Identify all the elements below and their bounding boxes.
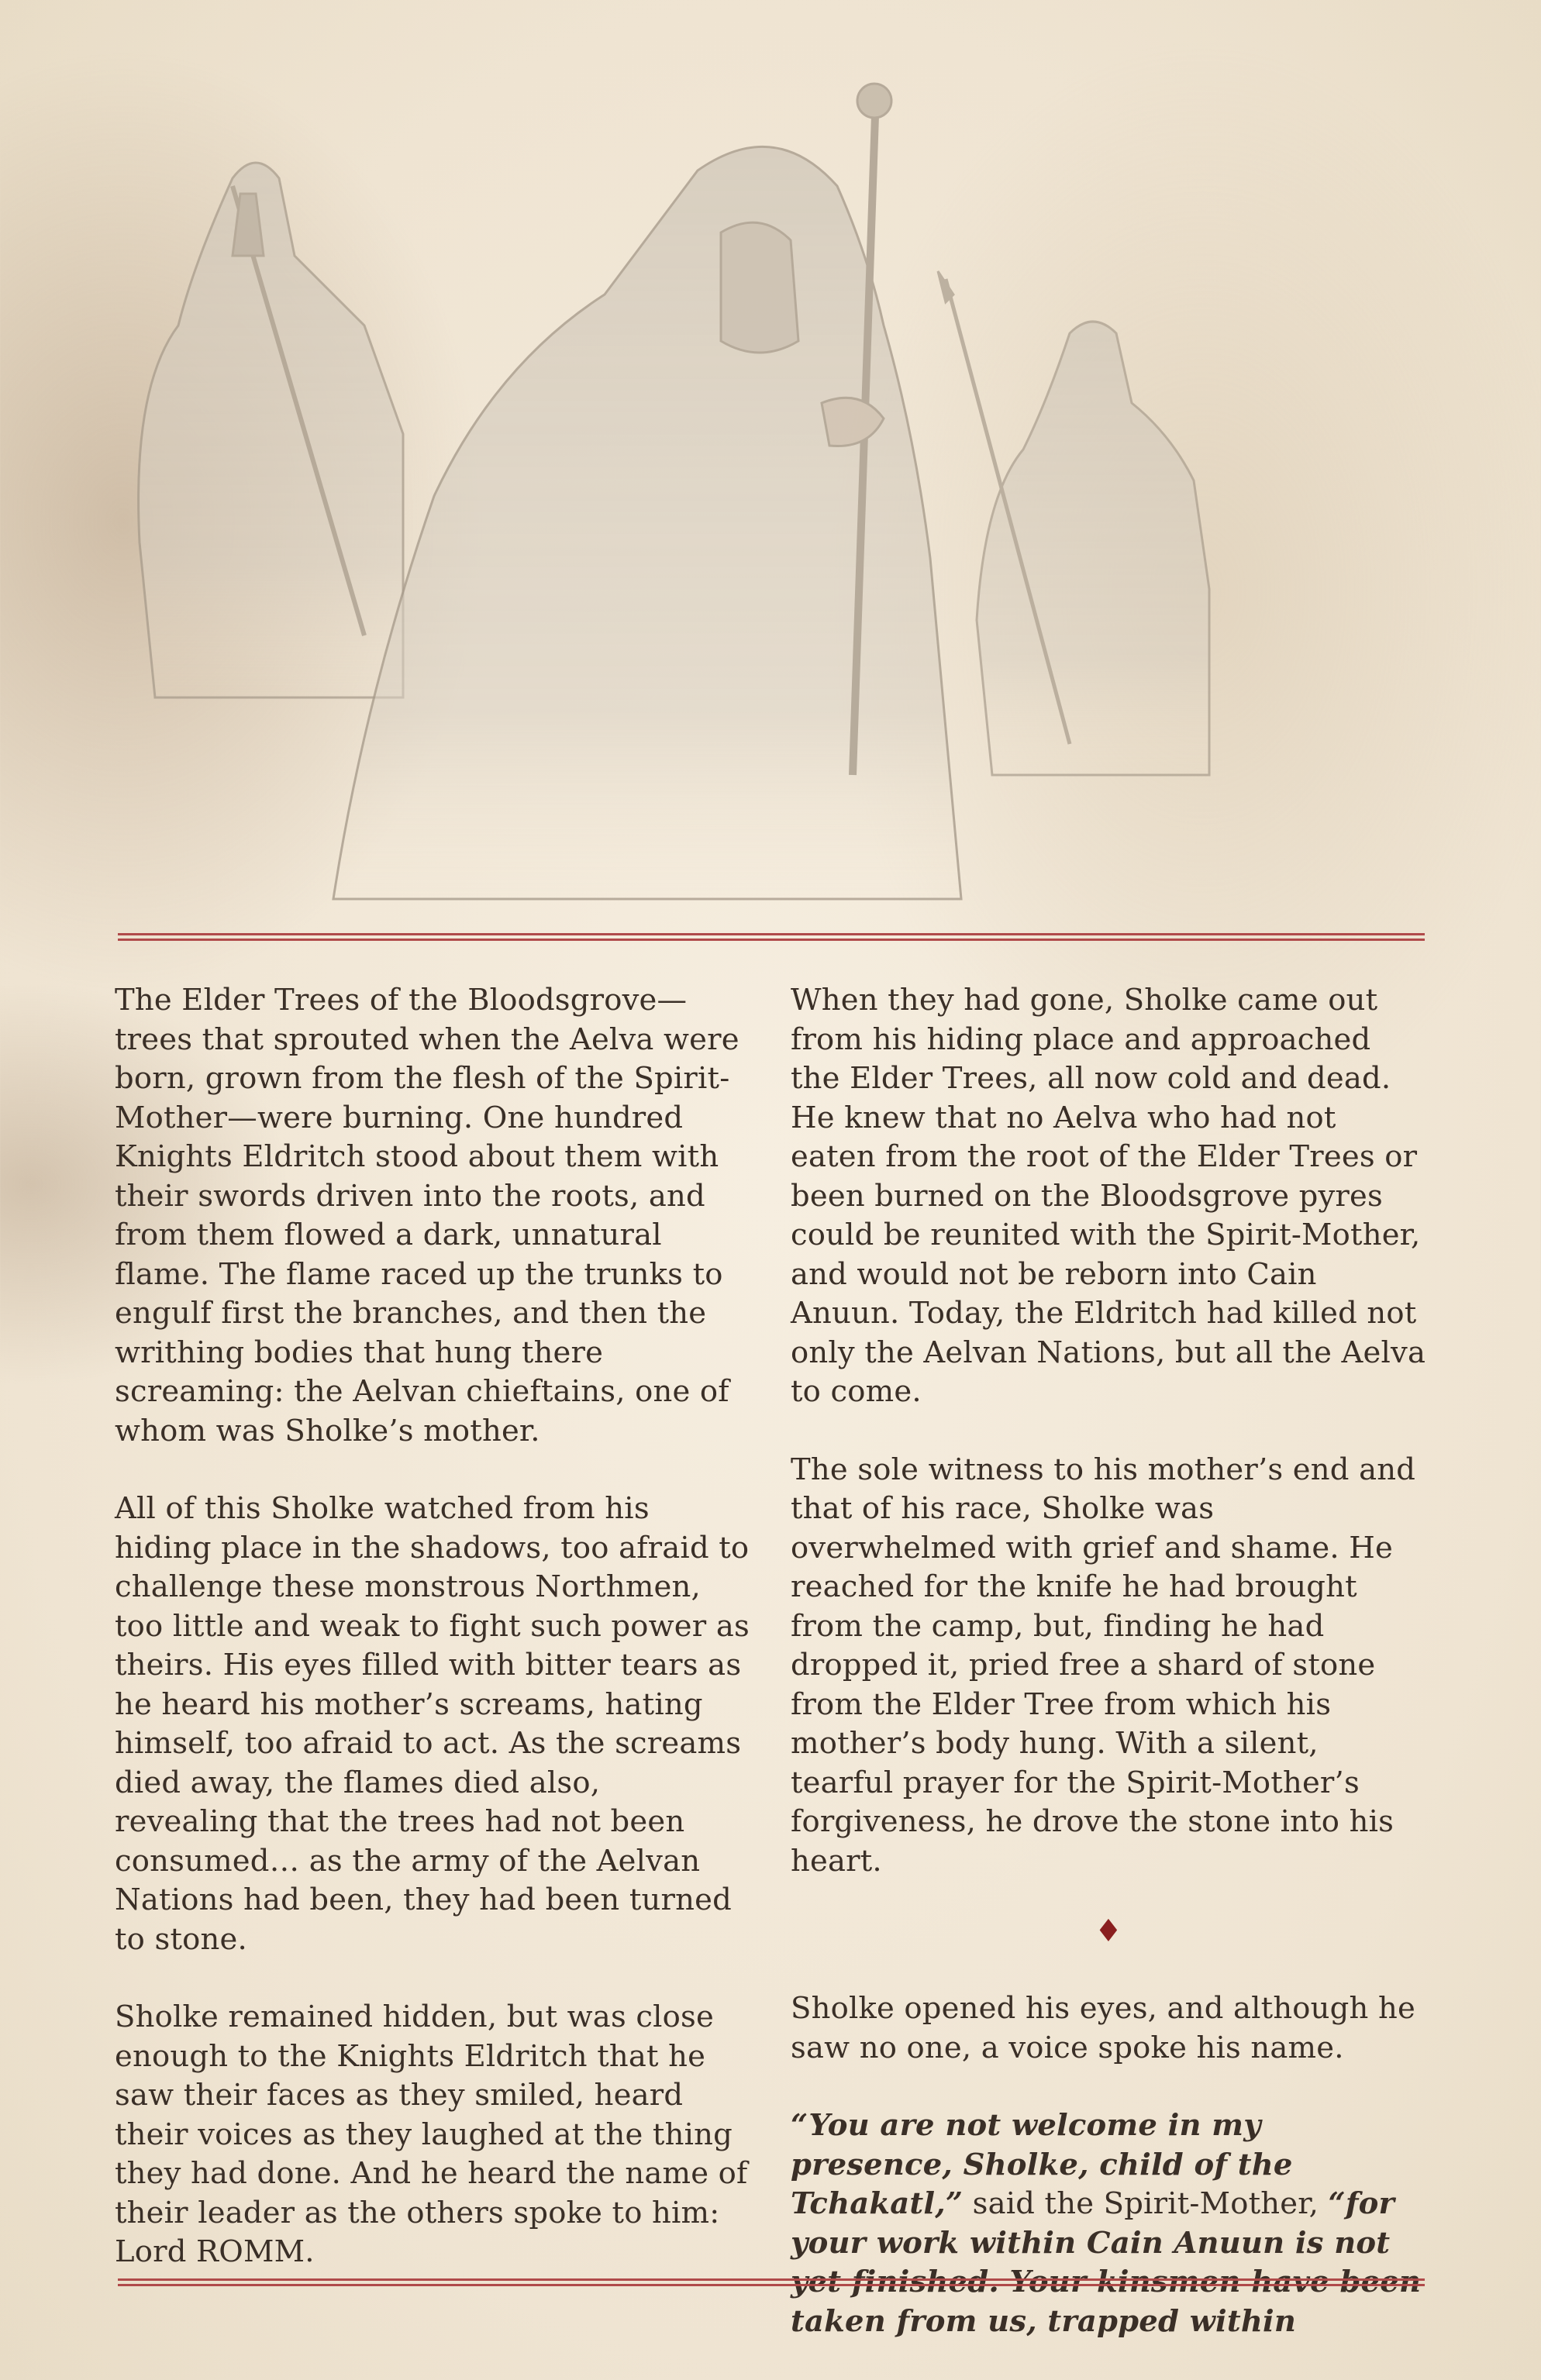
right-text-column bbox=[791, 981, 1426, 2380]
left-text-column bbox=[115, 981, 750, 2311]
right-paragraph-1: When they had gone, Sholke came out from his hiding place and approached the Elder Trees, all now cold and dead. He knew that no Aelva who had not eaten from the root of the Elder Trees or been burned on the Bloodsgrove pyres could be reunited with the Spirit-Mother, and would not be reborn into Cain Anuun. Today, the Eldritch had killed not only the Aelvan Nations, but all the Aelva to come. bbox=[791, 983, 1426, 1409]
right-paragraph-2: The sole witness to his mother’s end and that of his race, Sholke was overwhelmed with grief and shame. He reached for the knife he had brought from the camp, but, finding he had dropped it, pried free a shard of stone from the Elder Tree from which his mother’s body hung. With a silent, tearful prayer for the Spirit-Mother’s forgiveness, he drove the stone into his heart. bbox=[791, 1452, 1416, 1879]
dialogue-attribution: said the Spirit-Mother, bbox=[963, 2186, 1329, 2221]
right-paragraph-3: Sholke opened his eyes, and although he saw no one, a voice spoke his name. bbox=[791, 1991, 1415, 2065]
hooded-figures-illustration bbox=[0, 0, 1541, 930]
right-paragraph-4 bbox=[791, 2106, 1426, 2341]
left-knight-figure bbox=[139, 163, 403, 697]
hooded-elder-figure bbox=[333, 84, 961, 899]
right-knight-figure bbox=[938, 271, 1209, 775]
spirit-mother-quote-1: “You are not welcome in my presence, Sholke, child of the Tchakatl,” bbox=[791, 2108, 1293, 2221]
section-separator-diamond-icon: ♦ bbox=[1094, 1913, 1123, 1949]
left-paragraph-1: The Elder Trees of the Bloodsgrove—trees that sprouted when the Aelva were born, grown from the flesh of the Spirit-Mother—were burning. One hundred Knights Eldritch stood about them with their swords driven into the roots, and from them flowed a dark, unnatural flame. The flame raced up the trunks to engulf first the branches, and then the writhing bodies that hung there screaming: the Aelvan chieftains, one of whom was Sholke’s mother. bbox=[115, 983, 739, 1448]
top-divider-rule bbox=[118, 933, 1425, 941]
spirit-mother-quote-2: “for your work within Cain Anuun is not yet finished. Your kinsmen have been taken from us, trapped within bbox=[791, 2186, 1422, 2339]
bottom-divider-rule bbox=[118, 2278, 1425, 2286]
left-paragraph-2: All of this Sholke watched from his hiding place in the shadows, too afraid to challenge these monstrous Northmen, too little and weak to fight such power as theirs. His eyes filled with bitter tears as he heard his mother’s screams, hating himself, too afraid to act. As the screams died away, the flames died also, revealing that the trees had not been consumed… as the army of the Aelvan Nations had been, they had been turned to stone. bbox=[115, 1491, 750, 1957]
left-paragraph-3: Sholke remained hidden, but was close enough to the Knights Eldritch that he saw their faces as they smiled, heard their voices as they laughed at the thing they had done. And he heard the name of their leader as the others spoke to him: Lord ROMM. bbox=[115, 1999, 748, 2269]
